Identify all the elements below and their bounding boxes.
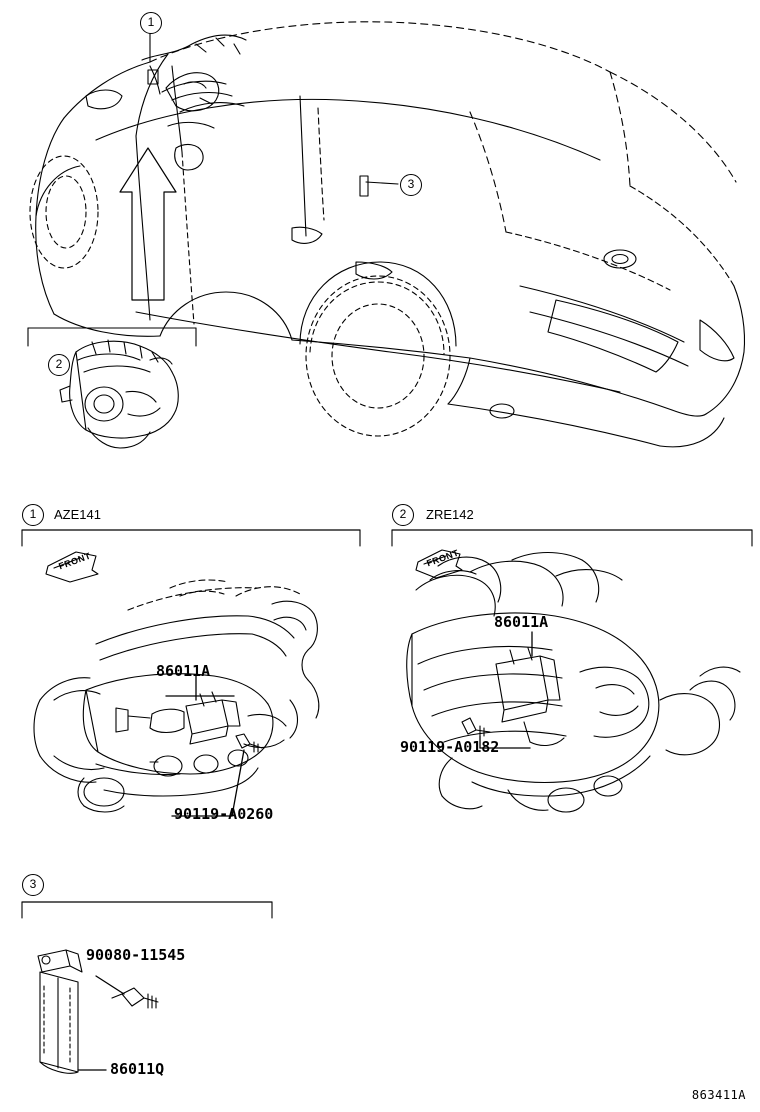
diagram-code: 863411A	[691, 1088, 746, 1102]
section-callout-3: 3	[22, 874, 44, 896]
part-label-90119-A0260: 90119-A0260	[174, 805, 274, 823]
part-label-86011A-detail2: 86011A	[494, 613, 549, 631]
part-label-90080-11545: 90080-11545	[86, 946, 186, 964]
section-callout-1: 1	[22, 504, 44, 526]
front-arrow-label-1: FRONT	[57, 550, 93, 572]
part-label-86011A-detail1: 86011A	[156, 662, 211, 680]
part-label-86011Q: 86011Q	[110, 1060, 165, 1078]
callout-1-vehicle: 1	[140, 12, 162, 34]
section-label-2: ZRE142	[426, 507, 474, 522]
part-label-90119-A0182: 90119-A0182	[400, 738, 500, 756]
callout-3-vehicle: 3	[400, 174, 422, 196]
section-callout-2: 2	[392, 504, 414, 526]
front-arrow-label-2: FRONT	[425, 547, 461, 569]
section-label-1: AZE141	[54, 507, 101, 522]
callout-2-vehicle: 2	[48, 354, 70, 376]
